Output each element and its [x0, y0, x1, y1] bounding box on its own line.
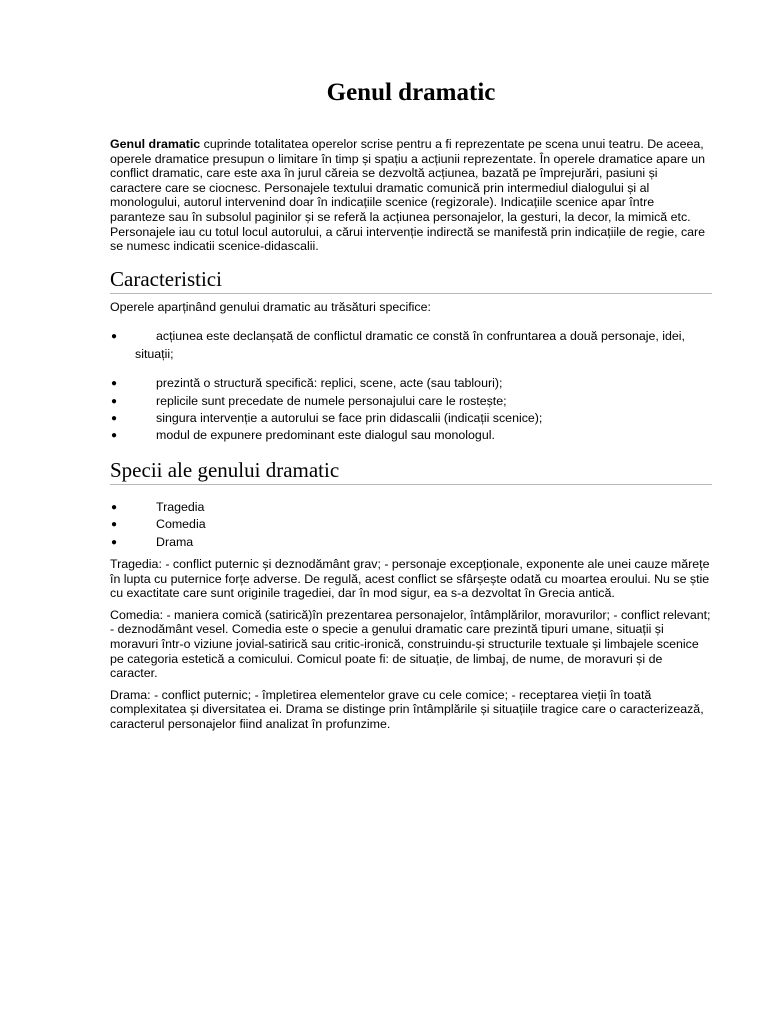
intro-text: cuprinde totalitatea operelor scrise pentru a fi reprezentate pe scena unui teatru. De aceea, operele dramatice presupun o limitare în timp și spațiu a acțiunii reprezentate. În operele dramatice apare un conflict dramatic, care este axa în jurul căreia se dezvoltă acțiunea, bazată pe împrejurări, pasiuni și caractere care se ciocnesc. Personajele textului dramatic comunică prin intermediul dialogului și al monologului, autorul intervenind doar în indicațiile scenice (regizorale). Indicațiile scenice apar între paranteze sau în subsolul paginilor și se referă la acțiunea personajelor, la gesturi, la decor, la mimică etc. Personajele iau cu totul locul autorului, a cărui intervenție indirectă se manifestă prin indicațiile de regie, care se numesc indicatii scenice-didascalii. [110, 137, 706, 254]
list-item [110, 375, 712, 392]
characteristics-list-2 [110, 375, 712, 445]
list-item-text: replicile sunt precedate de numele personajului care le rostește; [156, 393, 507, 408]
intro-paragraph [110, 137, 712, 254]
list-item-text: acțiunea este declanșată de conflictul dramatic ce constă în confruntarea a două personaje, idei, situații; [135, 329, 685, 361]
list-item-text: Comedia [156, 517, 206, 532]
drama-paragraph: Drama: - conflict puternic; - împletirea elementelor grave cu cele comice; - receptarea vieții în toată complexitatea și diversitatea ei. Drama se distinge prin întâmplările și situațiile tragice care o caracterizează, caracterul personajelor fiind analizat în profunzime. [110, 687, 704, 731]
comedia-paragraph: Comedia: - maniera comică (satirică)în prezentarea personajelor, întâmplărilor, moravurilor; - conflict relevant; - deznodământ vesel. Comedia este o specie a genului dramatic care prezintă tipuri umane, situații și moravuri într-o viziune jovial-satirică sau critic-ironică, construindu-și structurile textuale și limbajele scenice pe categoria estetică a comicului. Comicul poate fi: de situație, de limbaj, de nume, de moravuri și de caracter. [110, 607, 711, 681]
list-item [110, 534, 712, 551]
list-item-text: Drama [156, 534, 194, 549]
list-item [110, 328, 712, 363]
bullet-icon: ● [111, 412, 118, 424]
section1-intro: Operele aparținând genului dramatic au trăsături specifice: [110, 299, 431, 314]
bullet-icon: ● [111, 519, 118, 531]
characteristics-list [110, 328, 712, 363]
section-heading-caracteristici: Caracteristici [110, 267, 712, 294]
list-item-text: singura intervenție a autorului se face prin didascalii (indicații scenice); [156, 410, 543, 425]
list-item [110, 499, 712, 516]
list-item-text: Tragedia [156, 499, 205, 514]
species-list [110, 499, 712, 551]
list-item-text: modul de expunere predominant este dialogul sau monologul. [156, 428, 495, 443]
tragedia-paragraph: Tragedia: - conflict puternic și deznodământ grav; - personaje excepționale, exponente ale unei cauze mărețe în lupta cu puternice forțe adverse. De regulă, acest conflict se sfârșește odată cu moartea eroului. Nu se știe cu exactitate care sunt originile tragediei, dar în mod sigur, ea s-a dezvoltat în Grecia antică. [110, 557, 710, 601]
intro-bold-lead: Genul dramatic [110, 137, 201, 151]
bullet-icon: ● [111, 501, 118, 513]
bullet-icon: ● [111, 378, 118, 390]
list-item [110, 427, 712, 444]
section-heading-specii: Specii ale genului dramatic [110, 458, 712, 485]
list-item [110, 393, 712, 410]
bullet-icon: ● [111, 331, 118, 343]
bullet-icon: ● [111, 430, 118, 442]
page-title: Genul dramatic [326, 79, 496, 106]
bullet-icon: ● [111, 536, 118, 548]
bullet-icon: ● [111, 395, 118, 407]
list-item [110, 516, 712, 533]
list-item-text: prezintă o structură specifică: replici, scene, acte (sau tablouri); [156, 376, 503, 391]
list-item [110, 410, 712, 427]
document-page [110, 78, 712, 732]
